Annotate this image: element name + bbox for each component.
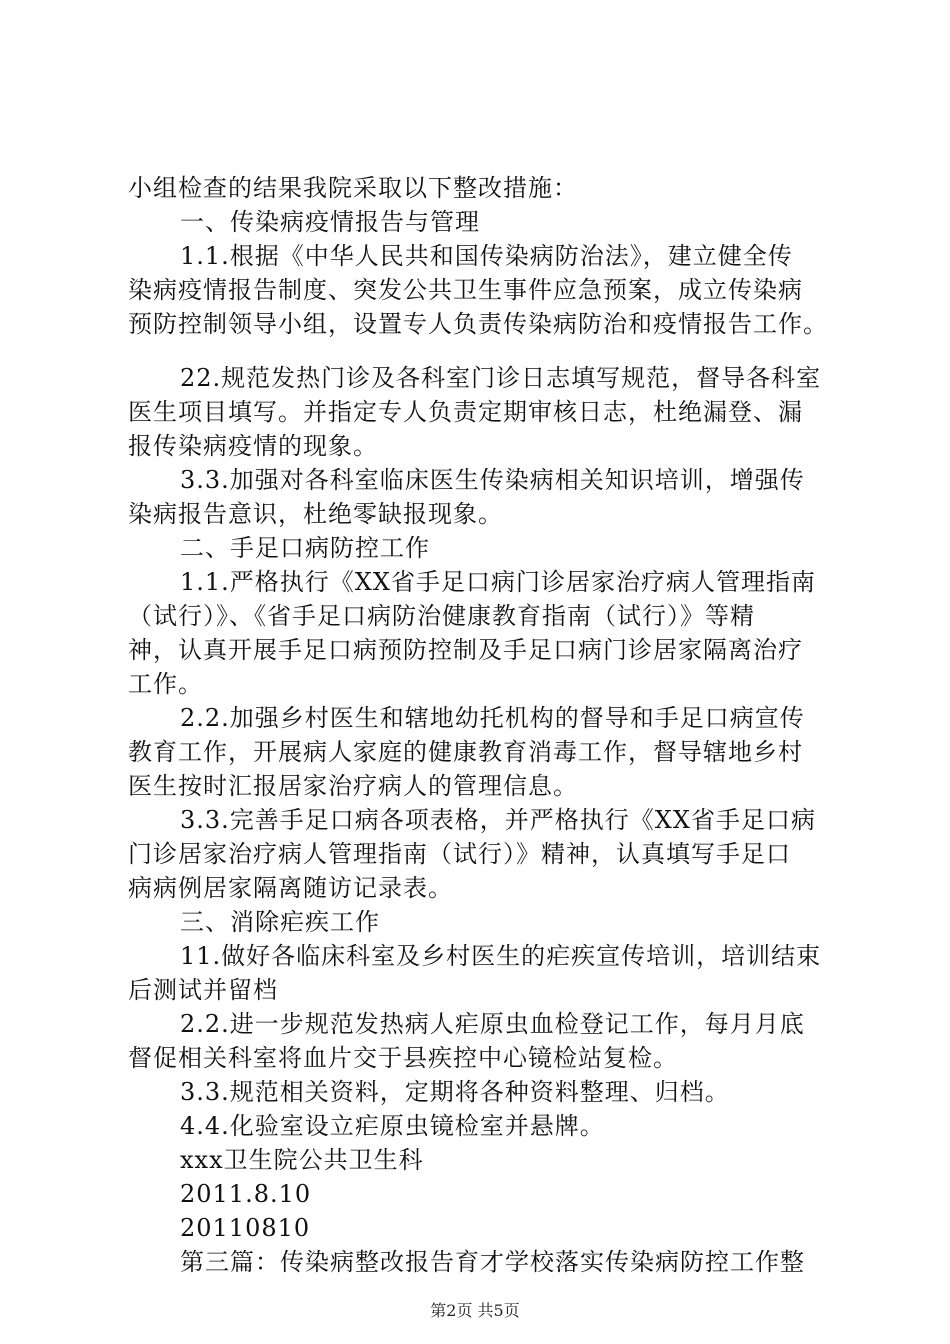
- paragraph-line: 病病例居家隔离随访记录表。: [128, 874, 453, 902]
- paragraph-line: 1.1.严格执行《XX省手足口病门诊居家治疗病人管理指南: [180, 568, 816, 596]
- paragraph-line: 3.3.完善手足口病各项表格，并严格执行《XX省手足口病: [180, 806, 816, 834]
- paragraph-line: 22.规范发热门诊及各科室门诊日志填写规范，督导各科室: [180, 364, 822, 392]
- paragraph-line: 后测试并留档: [128, 976, 278, 1004]
- signature-organization: xxx卫生院公共卫生科: [180, 1146, 424, 1174]
- next-chapter-heading: 第三篇：传染病整改报告育才学校落实传染病防控工作整: [180, 1248, 805, 1276]
- paragraph-line: 预防控制领导小组，设置专人负责传染病防治和疫情报告工作。: [128, 310, 828, 338]
- paragraph-line: 工作。: [128, 670, 203, 698]
- paragraph-line: 医生项目填写。并指定专人负责定期审核日志，杜绝漏登、漏: [128, 398, 803, 426]
- paragraph-line: 11.做好各临床科室及乡村医生的疟疾宣传培训，培训结束: [180, 942, 822, 970]
- paragraph-line: 染病报告意识，杜绝零缺报现象。: [128, 500, 503, 528]
- paragraph-line: 染病疫情报告制度、突发公共卫生事件应急预案，成立传染病: [128, 276, 803, 304]
- paragraph-line: 3.3.加强对各科室临床医生传染病相关知识培训，增强传: [180, 466, 805, 494]
- paragraph-line: 1.1.根据《中华人民共和国传染病防治法》，建立健全传: [180, 242, 793, 270]
- date-code: 20110810: [180, 1214, 311, 1242]
- paragraph-line: 2.2.加强乡村医生和辖地幼托机构的督导和手足口病宣传: [180, 704, 805, 732]
- paragraph-line: 报传染病疫情的现象。: [128, 432, 378, 460]
- paragraph-line: 督促相关科室将血片交于县疾控中心镜检站复检。: [128, 1044, 678, 1072]
- section-heading: 三、消除疟疾工作: [180, 908, 380, 936]
- paragraph-line: 门诊居家治疗病人管理指南（试行）》精神，认真填写手足口: [128, 840, 791, 868]
- paragraph-line: 医生按时汇报居家治疗病人的管理信息。: [128, 772, 578, 800]
- paragraph-line: 小组检查的结果我院采取以下整改措施：: [128, 174, 578, 202]
- section-heading: 二、手足口病防控工作: [180, 534, 430, 562]
- section-heading: 一、传染病疫情报告与管理: [180, 208, 480, 236]
- paragraph-line: （试行）》、《省手足口病防治健康教育指南（试行）》等精: [128, 602, 755, 630]
- paragraph-line: 3.3.规范相关资料，定期将各种资料整理、归档。: [180, 1078, 730, 1106]
- paragraph-line: 教育工作，开展病人家庭的健康教育消毒工作，督导辖地乡村: [128, 738, 803, 766]
- paragraph-line: 神，认真开展手足口病预防控制及手足口病门诊居家隔离治疗: [128, 636, 803, 664]
- page-number: 第2页 共5页: [430, 1301, 520, 1320]
- paragraph-line: 2.2.进一步规范发热病人疟原虫血检登记工作，每月月底: [180, 1010, 805, 1038]
- paragraph-line: 4.4.化验室设立疟原虫镜检室并悬牌。: [180, 1112, 605, 1140]
- signature-date: 2011.8.10: [180, 1180, 312, 1208]
